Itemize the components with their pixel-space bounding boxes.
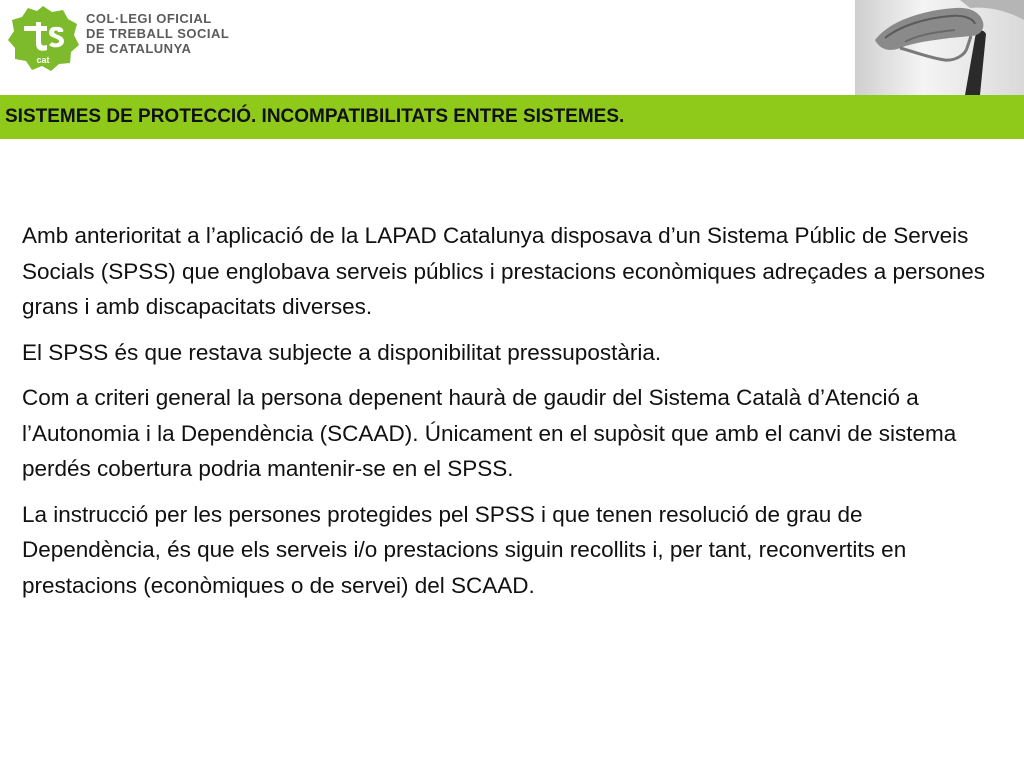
hand-cane-photo	[855, 0, 1024, 95]
header	[0, 0, 1024, 95]
logo-cat-text: cat	[36, 55, 50, 65]
title-bar	[0, 95, 1024, 139]
org-name-line-3: DE CATALUNYA	[86, 41, 192, 56]
paragraph-1: Amb anterioritat a l’aplicació de la LAPAD Catalunya disposava d’un Sistema Públic de Serveis Socials (SPSS) que englobava serveis públics i prestacions econòmiques adreçades a persones grans i amb discapacitats diverses.	[22, 223, 986, 319]
paragraph-2: El SPSS és que restava subjecte a disponibilitat pressupostària.	[22, 339, 662, 365]
hand-cane-icon	[855, 0, 1024, 95]
paragraph-4: La instrucció per les persones protegides pel SPSS i que tenen resolució de grau de Dependència, és que els serveis i/o prestacions siguin recollits i, per tant, reconvertits en prestacions (econòmiques o de servei) del SCAAD.	[22, 501, 907, 598]
org-name-line-2: DE TREBALL SOCIAL	[86, 26, 230, 41]
slide-title: SISTEMES DE PROTECCIÓ. INCOMPATIBILITATS ENTRE SISTEMES.	[5, 106, 625, 127]
paragraph-3: Com a criteri general la persona depenent haurà de gaudir del Sistema Català d’Atenció a l’Autonomia i la Dependència (SCAAD). Únicament en el supòsit que amb el canvi de sistema perdés cobertura podria mantenir-se en el SPSS.	[22, 385, 957, 481]
org-name-line-1: COL·LEGI OFICIAL	[86, 11, 212, 26]
logo-icon	[6, 4, 80, 72]
organization-name	[86, 11, 229, 56]
slide-body	[22, 218, 1007, 613]
